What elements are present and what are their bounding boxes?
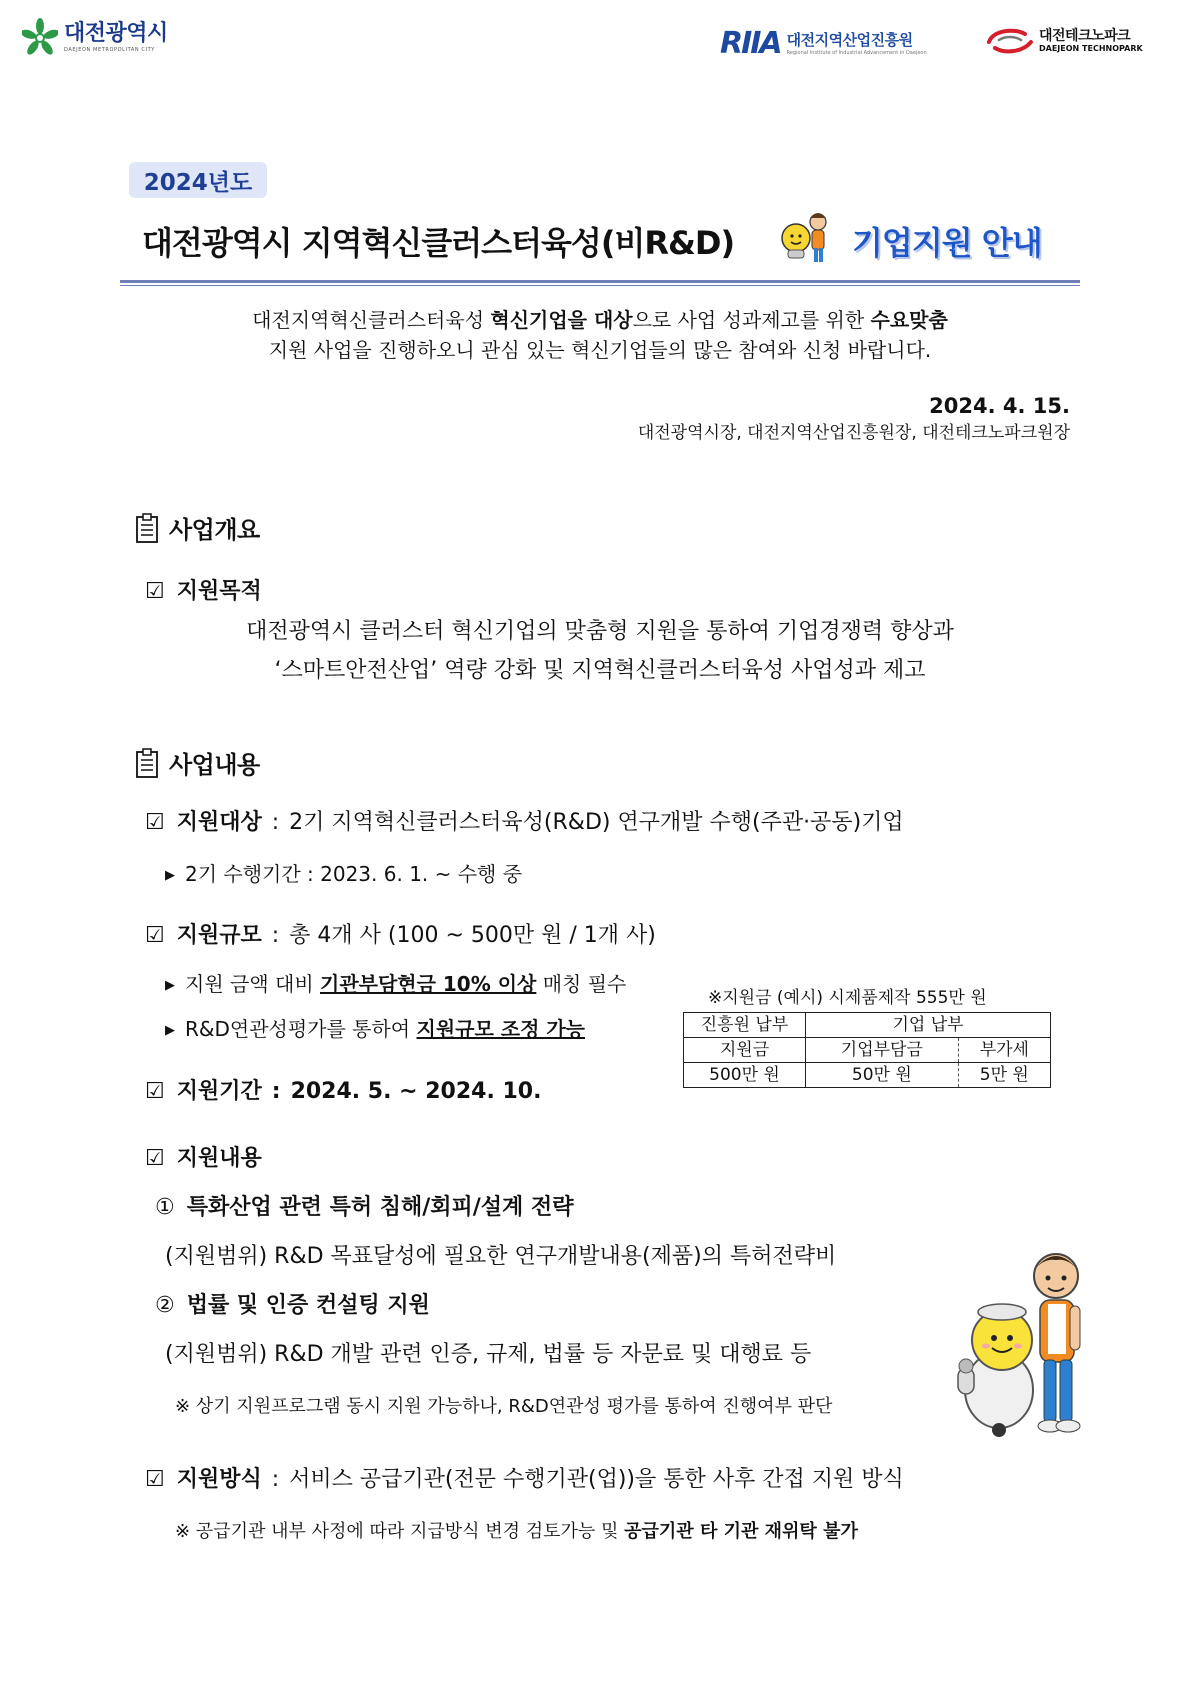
content-item-1-title: [155, 1193, 573, 1223]
table-cell: 지원금: [684, 1038, 806, 1063]
scale-bullet-text: R&D연관성평가를 통하여: [185, 1017, 417, 1041]
technopark-logo-subtext: DAEJEON TECHNOPARK: [1039, 44, 1143, 53]
colon-separator: :: [271, 1467, 280, 1492]
checkbox-checked-icon: ☑: [145, 1079, 165, 1104]
section-heading-label: 사업내용: [169, 751, 260, 779]
circled-number: ②: [155, 1293, 175, 1318]
scale-bullet-2: [165, 1015, 585, 1047]
table-cell: 5만 원: [958, 1063, 1050, 1088]
section-heading-overview: [135, 510, 260, 545]
daejeon-logo-subtext: DAEJEON METROPOLITAN CITY: [64, 47, 155, 53]
scale-bullet-emphasis: 기관부담현금 10% 이상: [320, 972, 537, 996]
content-item-1-scope: (지원범위) R&D 목표달성에 필요한 연구개발내용(제품)의 특허전략비: [165, 1244, 837, 1269]
target-item: [145, 808, 904, 838]
lightbulb-mascot-icon: [772, 204, 836, 268]
purpose-line-1: 대전광역시 클러스터 혁신기업의 맞춤형 지원을 통하여 기업경쟁력 향상과: [246, 619, 954, 644]
content-item-2-scope: (지원범위) R&D 개발 관련 인증, 규제, 법률 등 자문료 및 대행료 등: [165, 1342, 812, 1367]
announcement-date: 2024. 4. 15.: [929, 394, 1070, 418]
content-item-title: 법률 및 인증 컨설팅 지원: [186, 1293, 430, 1318]
title-divider: [120, 280, 1080, 283]
riia-logo-mark: RIIA: [720, 26, 781, 61]
checkbox-checked-icon: ☑: [145, 923, 165, 948]
scale-bullet-text: 지원 금액 대비: [185, 972, 320, 996]
daejeon-logo-text: 대전광역시: [64, 21, 168, 46]
intro-emphasis: 수요맞춤: [870, 308, 948, 332]
content-label: 지원내용: [176, 1146, 262, 1171]
title-divider-thin: [120, 285, 1080, 286]
example-table-caption: ※지원금 (예시) 시제품제작 555만 원: [708, 988, 987, 1008]
table-row: [684, 1063, 1051, 1088]
riia-logo: [720, 28, 927, 60]
section-heading-content: [135, 745, 260, 780]
scale-value: 총 4개 사 (100 ~ 500만 원 / 1개 사): [289, 923, 656, 948]
year-badge: 2024년도: [129, 162, 267, 198]
purpose-line-2: ‘스마트안전산업’ 역량 강화 및 지역혁신클러스터육성 사업성과 제고: [274, 658, 926, 683]
purpose-label: 지원목적: [176, 579, 262, 604]
colon-separator: :: [271, 810, 280, 835]
circled-number: ①: [155, 1195, 175, 1220]
table-header-cell: 진흥원 납부: [684, 1013, 806, 1038]
content-item: [145, 1144, 272, 1174]
target-label: 지원대상: [176, 810, 262, 835]
checkbox-checked-icon: ☑: [145, 810, 165, 835]
technopark-swoosh-icon: [985, 26, 1037, 56]
table-cell: 기업부담금: [806, 1038, 959, 1063]
clipboard-icon: [135, 748, 159, 778]
target-bullet-text: 2기 수행기간 : 2023. 6. 1. ~ 수행 중: [185, 862, 523, 886]
table-cell: 500만 원: [684, 1063, 806, 1088]
triangle-bullet-icon: ▶: [165, 868, 175, 883]
method-item: [145, 1465, 904, 1495]
table-row: [684, 1013, 1051, 1038]
colon-separator: :: [271, 1079, 281, 1104]
daejeon-city-logo: [22, 18, 168, 58]
section-heading-label: 사업개요: [169, 516, 260, 544]
content-note: ※ 상기 지원프로그램 동시 지원 가능하나, R&D연관성 평가를 통하여 진행여부 판단: [175, 1396, 833, 1417]
scale-bullet-1: [165, 970, 626, 1002]
scale-bullet-emphasis: 지원규모 조정 가능: [416, 1017, 585, 1041]
table-row: [684, 1038, 1051, 1063]
intro-emphasis: 혁신기업을 대상: [490, 308, 633, 332]
table-header-cell: 기업 납부: [806, 1013, 1051, 1038]
daejeon-technopark-logo: [985, 26, 1143, 56]
signer-line: 대전광역시장, 대전지역산업진흥원장, 대전테크노파크원장: [637, 423, 1070, 443]
intro-line-1: [120, 305, 1080, 335]
intro-text: 으로 사업 성과제고를 위한: [632, 308, 871, 332]
daejeon-star-icon: [22, 18, 58, 58]
checkbox-checked-icon: ☑: [145, 1467, 165, 1492]
content-item-2-title: [155, 1291, 430, 1321]
period-item: [145, 1077, 541, 1107]
table-cell: 부가세: [958, 1038, 1050, 1063]
intro-line-2: 지원 사업을 진행하오니 관심 있는 혁신기업들의 많은 참여와 신청 바랍니다.: [268, 338, 932, 362]
triangle-bullet-icon: ▶: [165, 1023, 175, 1038]
purpose-item: [145, 577, 272, 607]
intro-paragraph: [120, 305, 1080, 365]
triangle-bullet-icon: ▶: [165, 978, 175, 993]
page-title: 대전광역시 지역혁신클러스터육성(비R&D): [142, 224, 735, 262]
clipboard-icon: [135, 513, 159, 543]
riia-logo-text: 대전지역산업진흥원: [786, 31, 913, 49]
scale-label: 지원규모: [176, 923, 262, 948]
riia-logo-subtext: Regional Institute of Industrial Advancement in Daejeon: [786, 50, 927, 56]
colon-separator: :: [271, 923, 280, 948]
page-title-accent: 기업지원 안내: [852, 224, 1042, 262]
method-note-emphasis: 공급기관 타 기관 재위탁 불가: [624, 1521, 858, 1542]
scale-item: [145, 921, 656, 951]
intro-text: 대전지역혁신클러스터육성: [252, 308, 491, 332]
method-value: 서비스 공급기관(전문 수행기관(업))을 통한 사후 간접 지원 방식: [289, 1467, 904, 1492]
scale-bullet-text: 매칭 필수: [536, 972, 627, 996]
mascot-illustration-icon: [944, 1240, 1094, 1440]
checkbox-checked-icon: ☑: [145, 1146, 165, 1171]
checkbox-checked-icon: ☑: [145, 579, 165, 604]
example-support-table: [683, 1012, 1051, 1088]
content-item-title: 특화산업 관련 특허 침해/회피/설계 전략: [186, 1195, 574, 1220]
table-cell: 50만 원: [806, 1063, 959, 1088]
method-note-text: ※ 공급기관 내부 사정에 따라 지급방식 변경 검토가능 및: [175, 1521, 625, 1542]
method-label: 지원방식: [176, 1467, 262, 1492]
method-note: [175, 1519, 858, 1545]
target-value: 2기 지역혁신클러스터육성(R&D) 연구개발 수행(주관·공동)기업: [289, 810, 904, 835]
period-label: 지원기간: [176, 1079, 262, 1104]
target-bullet: [165, 860, 522, 892]
period-value: 2024. 5. ~ 2024. 10.: [290, 1079, 542, 1104]
technopark-logo-text: 대전테크노파크: [1039, 28, 1131, 44]
